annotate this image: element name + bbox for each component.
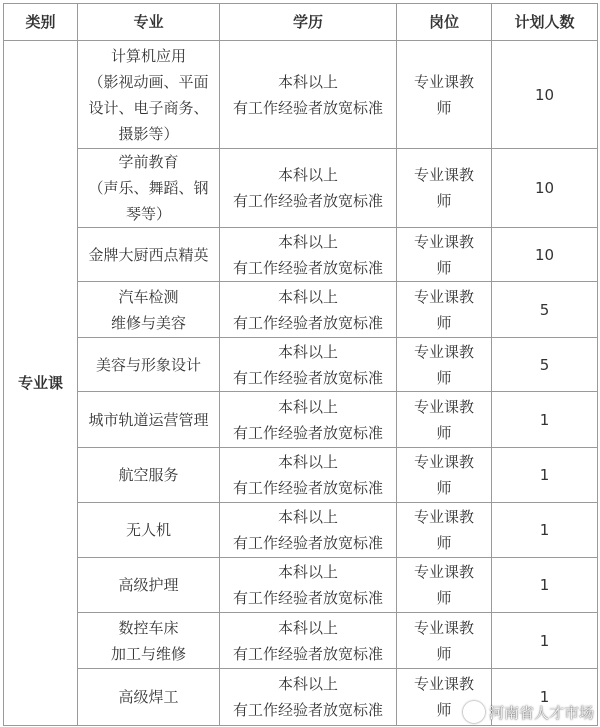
major-cell-line: 设计、电子商务、 — [88, 98, 209, 117]
education-cell-line: 本科以上 — [277, 287, 338, 306]
major-cell — [78, 41, 220, 149]
position-cell-line: 师 — [436, 589, 452, 607]
education-cell-line: 本科以上 — [277, 618, 338, 637]
education-cell-line: 本科以上 — [277, 232, 338, 251]
education-cell — [220, 669, 397, 726]
education-cell — [220, 228, 397, 282]
major-cell-line: 航空服务 — [118, 466, 179, 484]
education-cell-line: 有工作经验者放宽标准 — [232, 98, 383, 117]
position-cell — [397, 558, 492, 613]
position-cell-line: 师 — [436, 258, 452, 277]
major-cell-line: 高级焊工 — [118, 688, 179, 706]
major-cell-line: 计算机应用 — [110, 46, 186, 65]
education-cell-line: 有工作经验者放宽标准 — [232, 534, 383, 552]
planned-count-cell: 1 — [492, 613, 598, 669]
table-row — [4, 41, 598, 149]
education-cell — [220, 338, 397, 392]
major-cell-line: （影视动画、平面 — [88, 72, 209, 91]
major-cell — [78, 392, 220, 448]
major-cell-line: 美容与形象设计 — [95, 355, 201, 374]
position-cell-line: 师 — [436, 192, 452, 210]
major-cell-line: 数控车床 — [118, 618, 179, 637]
major-cell-line: 摄影等） — [118, 124, 179, 143]
position-cell — [397, 613, 492, 669]
position-cell-line: 师 — [436, 644, 452, 663]
major-cell — [78, 558, 220, 613]
position-cell-line: 专业课教 — [413, 72, 474, 91]
education-cell — [220, 558, 397, 613]
position-cell-line: 专业课教 — [413, 453, 474, 471]
education-cell — [220, 448, 397, 503]
major-cell — [78, 503, 220, 558]
major-cell-line: 加工与维修 — [110, 644, 186, 663]
position-cell-line: 师 — [436, 701, 452, 719]
header-planned-count: 计划人数 — [492, 4, 598, 41]
table-body — [4, 41, 598, 726]
education-cell-line: 有工作经验者放宽标准 — [232, 701, 383, 719]
education-cell-line: 本科以上 — [277, 397, 338, 416]
watermark-text: 河南省人才市场 — [488, 703, 594, 722]
major-cell-line: 城市轨道运营管理 — [88, 410, 209, 429]
planned-count-cell: 1 — [492, 669, 598, 726]
major-cell — [78, 228, 220, 282]
position-cell-line: 专业课教 — [413, 508, 474, 526]
planned-count-cell: 1 — [492, 392, 598, 448]
position-cell-line: 师 — [436, 98, 452, 117]
position-cell-line: 师 — [436, 479, 452, 497]
planned-count-cell: 10 — [492, 41, 598, 149]
major-cell-line: 无人机 — [125, 521, 171, 539]
education-cell — [220, 613, 397, 669]
position-cell — [397, 448, 492, 503]
position-cell-line: 师 — [436, 368, 452, 387]
major-cell-line: （声乐、舞蹈、钢 — [88, 179, 209, 197]
planned-count-cell: 1 — [492, 448, 598, 503]
education-cell-line: 本科以上 — [277, 342, 338, 361]
major-cell-line: 学前教育 — [118, 153, 179, 171]
position-cell — [397, 503, 492, 558]
header-position: 岗位 — [397, 4, 492, 41]
table-row — [4, 558, 598, 613]
education-cell-line: 有工作经验者放宽标准 — [232, 313, 383, 332]
position-cell — [397, 41, 492, 149]
header-major: 专业 — [78, 4, 220, 41]
position-cell-line: 专业课教 — [413, 397, 474, 416]
position-cell — [397, 338, 492, 392]
category-cell: 专业课 — [4, 41, 78, 726]
education-cell-line: 有工作经验者放宽标准 — [232, 644, 383, 663]
table-row — [4, 613, 598, 669]
major-cell — [78, 448, 220, 503]
major-cell-line: 金牌大厨西点精英 — [88, 245, 209, 264]
major-cell — [78, 613, 220, 669]
table-row — [4, 338, 598, 392]
planned-count-cell: 1 — [492, 558, 598, 613]
position-cell-line: 专业课教 — [413, 232, 474, 251]
education-cell — [220, 282, 397, 338]
education-cell — [220, 392, 397, 448]
table-row — [4, 282, 598, 338]
table-row — [4, 392, 598, 448]
planned-count-cell: 1 — [492, 503, 598, 558]
watermark — [463, 701, 594, 723]
education-cell — [220, 503, 397, 558]
position-cell — [397, 392, 492, 448]
header-category: 类别 — [4, 4, 78, 41]
education-cell-line: 本科以上 — [277, 453, 338, 471]
major-cell — [78, 282, 220, 338]
header-education: 学历 — [220, 4, 397, 41]
major-cell-line: 高级护理 — [118, 576, 179, 594]
education-cell-line: 本科以上 — [277, 166, 338, 184]
position-cell — [397, 282, 492, 338]
education-cell-line: 有工作经验者放宽标准 — [232, 589, 383, 607]
major-cell — [78, 149, 220, 228]
planned-count-cell: 5 — [492, 338, 598, 392]
education-cell-line: 本科以上 — [277, 675, 338, 693]
position-cell-line: 师 — [436, 313, 452, 332]
education-cell-line: 有工作经验者放宽标准 — [232, 479, 383, 497]
position-cell — [397, 149, 492, 228]
table-header-row — [4, 4, 598, 41]
planned-count-cell: 5 — [492, 282, 598, 338]
major-cell-line: 琴等） — [125, 205, 171, 223]
education-cell-line: 本科以上 — [277, 508, 338, 526]
table-row — [4, 448, 598, 503]
table-row — [4, 228, 598, 282]
position-cell-line: 专业课教 — [413, 563, 474, 581]
table-row — [4, 149, 598, 228]
position-cell-line: 师 — [436, 423, 452, 442]
education-cell-line: 本科以上 — [277, 563, 338, 581]
table-row — [4, 503, 598, 558]
major-cell — [78, 669, 220, 726]
position-cell-line: 专业课教 — [413, 287, 474, 306]
position-cell-line: 专业课教 — [413, 342, 474, 361]
education-cell-line: 有工作经验者放宽标准 — [232, 368, 383, 387]
major-cell-line: 维修与美容 — [110, 313, 186, 332]
education-cell — [220, 149, 397, 228]
planned-count-cell: 10 — [492, 228, 598, 282]
education-cell-line: 有工作经验者放宽标准 — [232, 192, 383, 210]
position-cell — [397, 228, 492, 282]
education-cell — [220, 41, 397, 149]
recruitment-table — [3, 3, 598, 726]
position-cell-line: 专业课教 — [413, 166, 474, 184]
weibo-icon — [463, 701, 485, 723]
education-cell-line: 本科以上 — [277, 72, 338, 91]
position-cell-line: 专业课教 — [413, 675, 474, 693]
planned-count-cell: 10 — [492, 149, 598, 228]
major-cell — [78, 338, 220, 392]
education-cell-line: 有工作经验者放宽标准 — [232, 258, 383, 277]
position-cell-line: 专业课教 — [413, 618, 474, 637]
major-cell-line: 汽车检测 — [118, 287, 179, 306]
position-cell-line: 师 — [436, 534, 452, 552]
education-cell-line: 有工作经验者放宽标准 — [232, 423, 383, 442]
